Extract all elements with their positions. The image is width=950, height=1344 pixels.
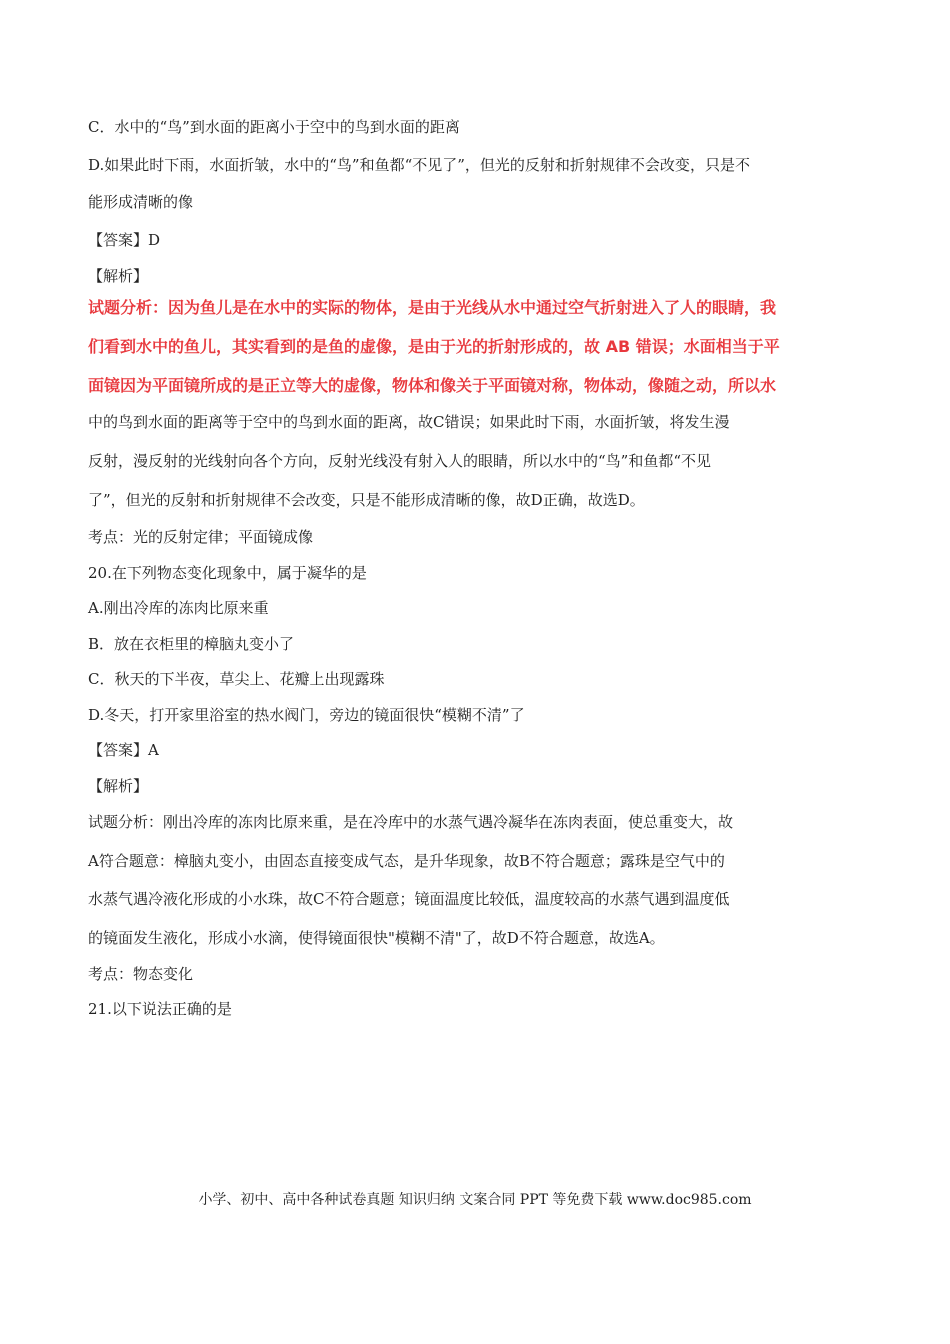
question-21: 21.以下说法正确的是: [88, 1000, 232, 1018]
analysis-q19-line1: 试题分析：因为鱼儿是在水中的实际的物体，是由于光线从水中通过空气折射进入了人的眼睛，我: [88, 298, 777, 317]
option-d-q20: D.冬天，打开家里浴室的热水阀门，旁边的镜面很快“模糊不清”了: [88, 706, 525, 724]
analysis-q20-line4: 的镜面发生液化，形成小水滴，使得镜面很快"模糊不清"了，故D不符合题意，故选A。: [88, 929, 665, 947]
analysis-heading-q19: 【解析】: [88, 267, 149, 285]
answer-q20: 【答案】A: [88, 741, 159, 759]
analysis-q20-line1: 试题分析：刚出冷库的冻肉比原来重，是在冷库中的水蒸气遇冷凝华在冻肉表面，使总重变大，故: [88, 813, 734, 831]
analysis-q19-line2: 们看到水中的鱼儿，其实看到的是鱼的虚像，是由于光的折射形成的，故 AB 错误；水面相当于平: [88, 337, 780, 356]
option-c-q19: C．水中的“鸟”到水面的距离小于空中的鸟到水面的距离: [88, 118, 460, 136]
analysis-heading-q20: 【解析】: [88, 777, 149, 795]
answer-q19: 【答案】D: [88, 231, 161, 249]
option-d-q19-cont: 能形成清晰的像: [88, 193, 194, 211]
option-d-q19: D.如果此时下雨，水面折皱，水中的“鸟”和鱼都“不见了”，但光的反射和折射规律不会改变，只是不: [88, 156, 750, 174]
page-footer: 小学、初中、高中各种试卷真题 知识归纳 文案合同 PPT 等免费下载 www.doc985.com: [198, 1192, 752, 1208]
option-a-q20: A.刚出冷库的冻肉比原来重: [88, 599, 269, 617]
analysis-q19-line3: 面镜因为平面镜所成的是正立等大的虚像，物体和像关于平面镜对称，物体动，像随之动，所以水: [88, 376, 777, 395]
topic-q20: 考点：物态变化: [88, 965, 194, 983]
option-c-q20: C．秋天的下半夜，草尖上、花瓣上出现露珠: [88, 670, 385, 688]
analysis-q20-line3: 水蒸气遇冷液化形成的小水珠，故C不符合题意；镜面温度比较低，温度较高的水蒸气遇到温度低: [88, 890, 730, 908]
question-20: 20.在下列物态变化现象中，属于凝华的是: [88, 564, 367, 582]
analysis-q20-line2: A符合题意：樟脑丸变小，由固态直接变成气态，是升华现象，故B不符合题意；露珠是空气中的: [88, 852, 725, 870]
analysis-q19-line4: 中的鸟到水面的距离等于空中的鸟到水面的距离，故C错误；如果此时下雨，水面折皱，将发生漫: [88, 413, 730, 431]
analysis-q19-line6: 了”，但光的反射和折射规律不会改变，只是不能形成清晰的像，故D正确，故选D。: [88, 491, 645, 509]
option-b-q20: B．放在衣柜里的樟脑丸变小了: [88, 635, 295, 653]
analysis-q19-line5: 反射，漫反射的光线射向各个方向，反射光线没有射入人的眼睛，所以水中的“鸟”和鱼都“不见: [88, 452, 712, 470]
topic-q19: 考点：光的反射定律；平面镜成像: [88, 528, 314, 546]
